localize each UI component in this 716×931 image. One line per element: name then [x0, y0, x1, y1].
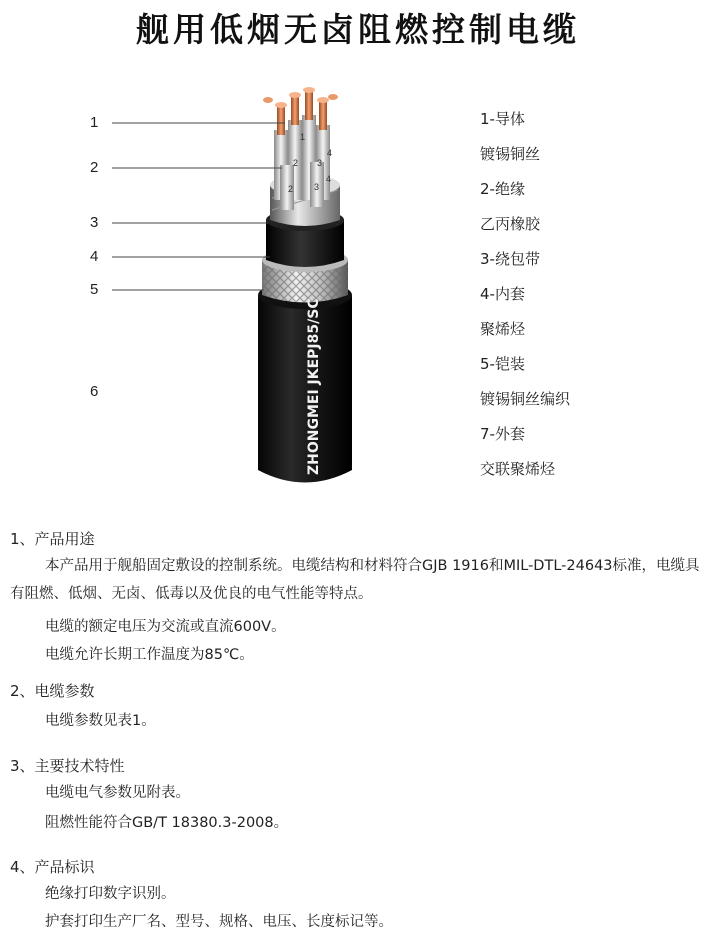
legend-item: 2-绝缘 [480, 180, 525, 198]
core-mark: 3 [317, 158, 323, 168]
legend-item: 1-导体 [480, 110, 525, 128]
cable-illustration [0, 70, 716, 510]
usage-line: 电缆的额定电压为交流或直流600V。 [45, 619, 286, 635]
core-mark: 4 [327, 148, 333, 158]
legend-item: 交联聚烯烃 [480, 460, 556, 478]
legend-item: 镀锡铜丝编织 [480, 390, 571, 408]
legend-item: 镀锡铜丝 [480, 145, 541, 163]
core-mark: 2 [293, 158, 299, 168]
leader-lines [112, 123, 285, 290]
section-heading: 3、主要技术特性 [10, 757, 125, 775]
legend-item: 3-绕包带 [480, 250, 540, 268]
technical-line: 阻燃性能符合GB/T 18380.3-2008。 [45, 815, 289, 831]
section-heading: 1、产品用途 [10, 530, 95, 548]
callout-label: 3 [90, 214, 99, 231]
section-heading: 2、电缆参数 [10, 682, 95, 700]
legend-item: 5-铠装 [480, 355, 525, 373]
usage-paragraph: 本产品用于舰船固定敷设的控制系统。电缆结构和材料符合GJB 1916和MIL-DTL-24643标准，电缆具有阻燃、低烟、无卤、低毒以及优良的电气性能等特点。 [10, 558, 700, 602]
core-mark: 3 [314, 182, 320, 192]
parameters-line: 电缆参数见表1。 [45, 713, 156, 729]
callout-label: 5 [90, 281, 99, 298]
legend-item: 7-外套 [480, 425, 525, 443]
core-mark: 1 [300, 132, 306, 142]
technical-line: 电缆电气参数见附表。 [45, 785, 190, 801]
marking-line: 护套打印生产厂名、型号、规格、电压、长度标记等。 [45, 914, 393, 930]
callout-label: 6 [90, 383, 99, 400]
legend-item: 乙丙橡胶 [480, 215, 541, 233]
page-title: 舰用低烟无卤阻燃控制电缆 [136, 10, 580, 49]
usage-line: 电缆允许长期工作温度为85℃。 [45, 647, 254, 663]
core-mark: 2 [288, 184, 294, 194]
outer-jacket [258, 281, 352, 483]
marking-line: 绝缘打印数字识别。 [45, 886, 176, 902]
callout-label: 1 [90, 114, 99, 131]
jacket-print: ZHONGMEI JKEPJ85/SC [306, 298, 322, 475]
callout-label: 2 [90, 159, 99, 176]
legend-item: 聚烯烃 [480, 320, 526, 338]
callout-label: 4 [90, 248, 99, 265]
cable-figure [0, 70, 716, 510]
core-mark: 4 [326, 174, 332, 184]
section-heading: 4、产品标识 [10, 858, 95, 876]
legend-item: 4-内套 [480, 285, 525, 303]
